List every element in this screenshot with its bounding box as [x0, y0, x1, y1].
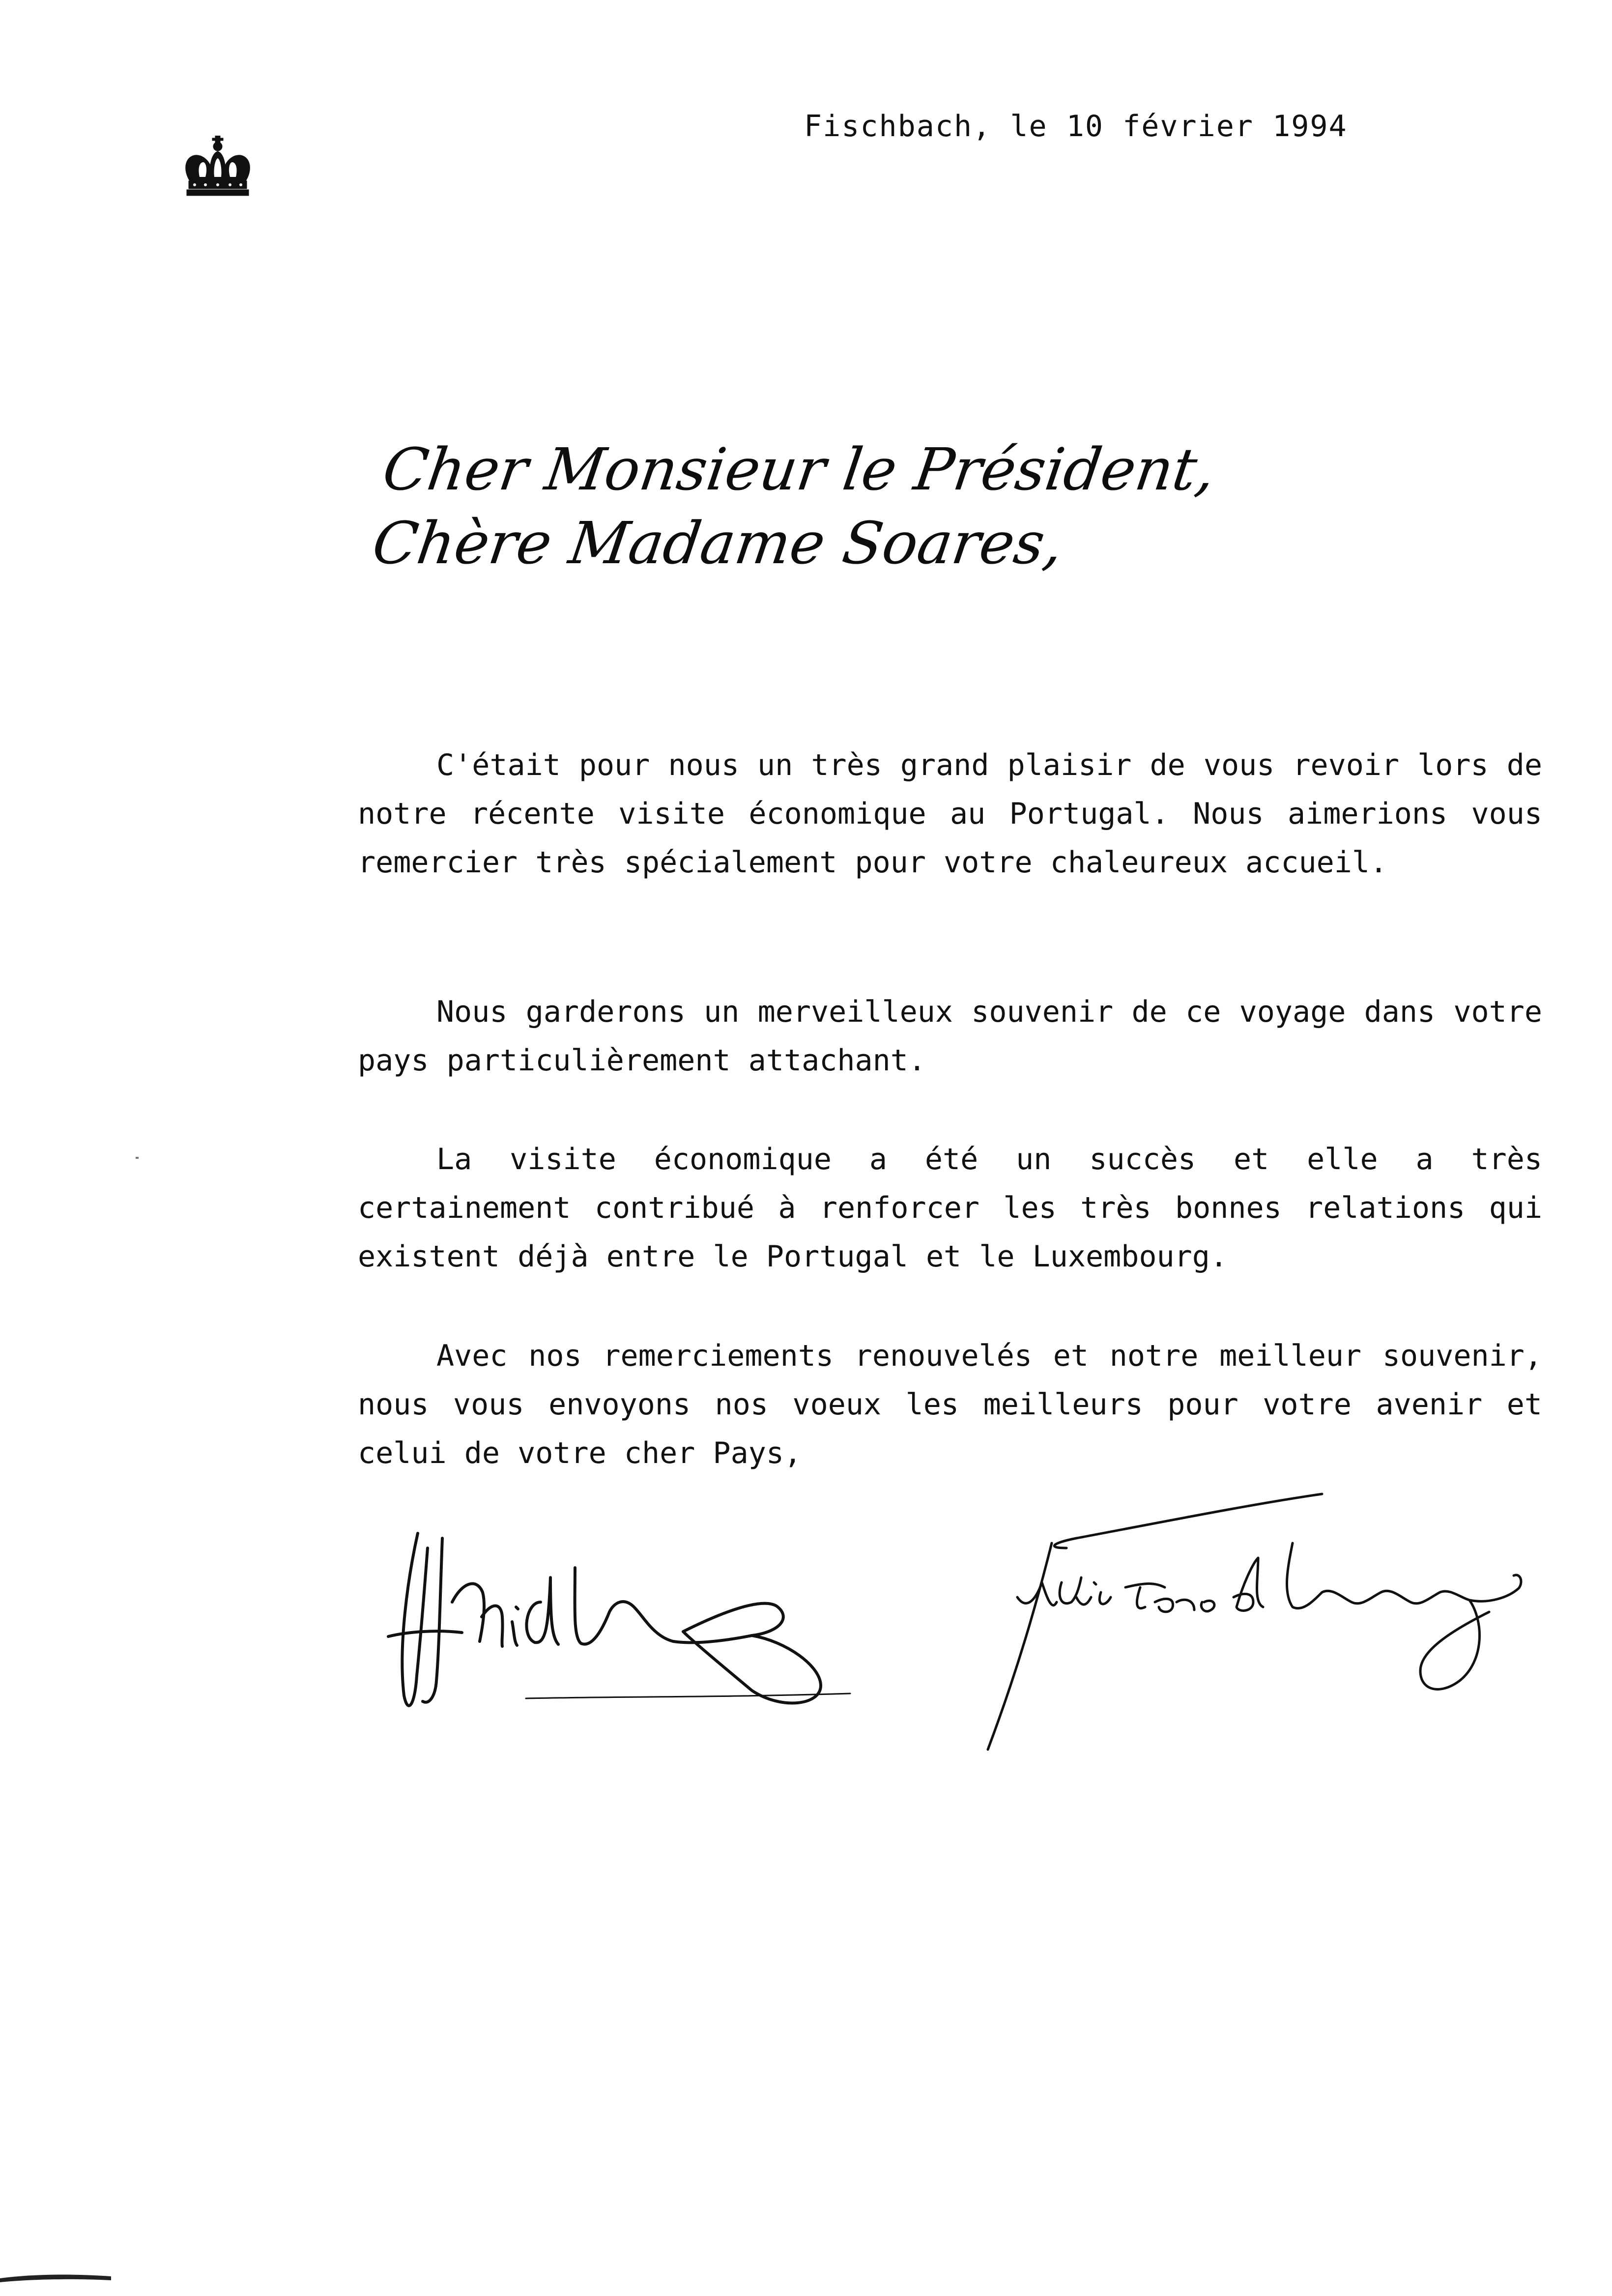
signature-maria-teresa — [978, 1484, 1563, 1759]
paragraph-text: Nous garderons un merveilleux souvenir de ce voyage dans votre pays particulièrement attachant. — [358, 995, 1542, 1078]
signature-henri — [378, 1519, 944, 1735]
paragraph-text: Avec nos remerciements renouvelés et notre meilleur souvenir, nous vous envoyons nos voeux les meilleurs pour votre avenir et celui de votre cher Pays, — [358, 1339, 1542, 1470]
body-paragraph — [358, 1332, 1542, 1478]
crown-icon — [180, 136, 256, 198]
scan-edge-mark — [0, 2269, 113, 2283]
body-paragraph — [358, 741, 1542, 887]
letter-date: Fischbach, le 10 février 1994 — [804, 109, 1348, 144]
body-paragraph — [358, 988, 1542, 1085]
paragraph-text: La visite économique a été un succès et elle a très certainement contribué à renforcer les très bonnes relations qui existent déjà entre le Portugal et le Luxembourg. — [358, 1142, 1542, 1274]
scan-speck — [136, 1157, 139, 1159]
salutation-line-1: Cher Monsieur le Président, — [378, 435, 1220, 503]
body-paragraph — [358, 1135, 1542, 1281]
salutation-line-2: Chère Madame Soares, — [368, 509, 1067, 577]
salutation — [368, 432, 1220, 580]
paragraph-text: C'était pour nous un très grand plaisir de vous revoir lors de notre récente visite économique au Portugal. Nous aimerions vous remercier très spécialement pour votre chaleureux accueil. — [358, 748, 1542, 880]
